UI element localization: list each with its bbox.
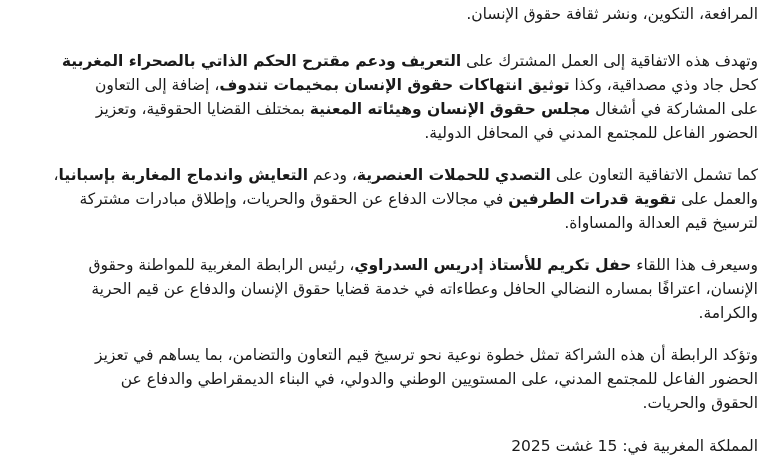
bold-text: تقوية قدرات الطرفين [508, 190, 677, 208]
text-run: ، [53, 166, 59, 184]
bold-text: التعريف ودعم مقترح الحكم الذاتي بالصحراء المغربية [61, 52, 462, 70]
paragraph-honoring [20, 253, 758, 325]
text-line: والكرامة. [698, 304, 758, 322]
paragraph-conclusion [20, 343, 758, 415]
text-run: ، رئيس الرابطة المغربية للمواطنة وحقوق [88, 256, 355, 274]
text-line [20, 163, 758, 187]
text-run: وسيعرف هذا اللقاء [631, 256, 758, 274]
bold-text: توثيق انتهاكات حقوق الإنسان بمخيمات تندوف [219, 76, 570, 94]
text-line: لترسيخ قيم العدالة والمساواة. [564, 214, 758, 232]
text-run: وتهدف هذه الاتفاقية إلى العمل المشترك على [461, 52, 758, 70]
text-line [20, 97, 758, 121]
bold-text: التعايش واندماج المغاربة بإسبانيا [58, 166, 309, 184]
text-line [20, 253, 758, 277]
date-line: المملكة المغربية في: 15 غشت 2025 [511, 437, 758, 455]
bold-text: التصدي للحملات العنصرية [356, 166, 551, 184]
bold-text: حفل تكريم للأستاذ إدريس السدراوي [354, 256, 632, 274]
text-line: الحضور الفاعل للمجتمع المدني في المحافل الدولية. [424, 124, 758, 142]
text-run: على المشاركة في أشغال [590, 100, 758, 118]
text-run: ، إضافة إلى التعاون [94, 76, 220, 94]
text-run: في مجالات الدفاع عن الحقوق والحريات، وإطلاق مبادرات مشتركة [79, 190, 509, 208]
text-line: المرافعة، التكوين، ونشر ثقافة حقوق الإنسان. [466, 5, 758, 23]
paragraph-intro-tail [20, 2, 758, 26]
text-run: والعمل على [676, 190, 758, 208]
text-run: ، ودعم [308, 166, 357, 184]
bold-text: مجلس حقوق الإنسان وهيئاته المعنية [309, 100, 591, 118]
text-line [20, 73, 758, 97]
text-run: بمختلف القضايا الحقوقية، وتعزيز [95, 100, 310, 118]
paragraph-agreement-scope [20, 163, 758, 235]
text-line [20, 49, 758, 73]
text-run: كحل جاد وذي مصداقية، وكذا [569, 76, 758, 94]
paragraph-agreement-goals [20, 49, 758, 145]
text-run: كما تشمل الاتفاقية التعاون على [550, 166, 758, 184]
text-line: الحضور الفاعل للمجتمع المدني، على المستويين الوطني والدولي، في البناء الديمقراطي والدفاع عن [120, 370, 758, 388]
text-line: الحقوق والحريات. [642, 394, 758, 412]
text-line: الإنسان، اعترافًا بمساره النضالي الحافل وعطاءاته في خدمة قضايا حقوق الإنسان والدفاع عن قيم الحرية [91, 280, 758, 298]
text-line [20, 187, 758, 211]
text-line: وتؤكد الرابطة أن هذه الشراكة تمثل خطوة نوعية نحو ترسيخ قيم التعاون والتضامن، بما يساهم في تعزيز [95, 346, 758, 364]
